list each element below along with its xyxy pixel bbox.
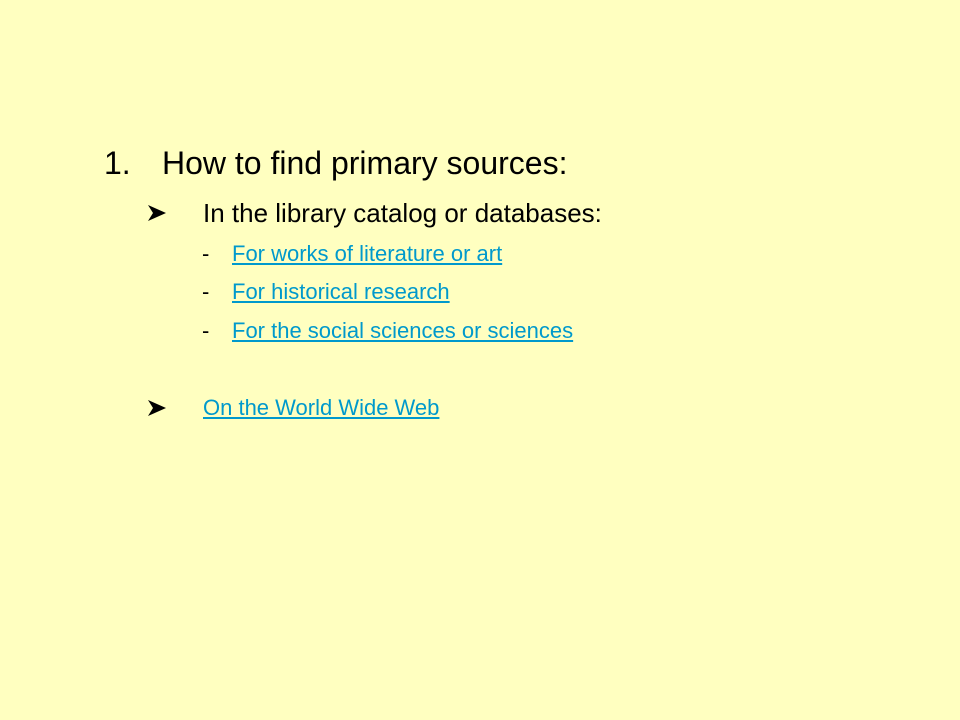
slide-heading [104,141,567,185]
heading-text: How to find primary sources: [162,145,568,181]
arrow-bullet-icon [148,400,166,416]
sub-item-historical-research [202,277,450,307]
arrow-bullet-icon [148,205,166,221]
sub-item-social-sciences [202,316,573,346]
link-social-sciences[interactable]: For the social sciences or sciences [232,318,574,343]
dash-marker: - [202,279,210,304]
heading-number: 1. [104,145,131,181]
dash-marker: - [202,241,210,266]
sub-item-literature-art [202,239,502,269]
link-historical-research[interactable]: For historical research [232,279,450,304]
bullet-text: In the library catalog or databases: [203,198,602,228]
link-literature-art[interactable]: For works of literature or art [232,241,503,266]
link-world-wide-web[interactable]: On the World Wide Web [203,395,440,420]
dash-marker: - [202,318,210,343]
